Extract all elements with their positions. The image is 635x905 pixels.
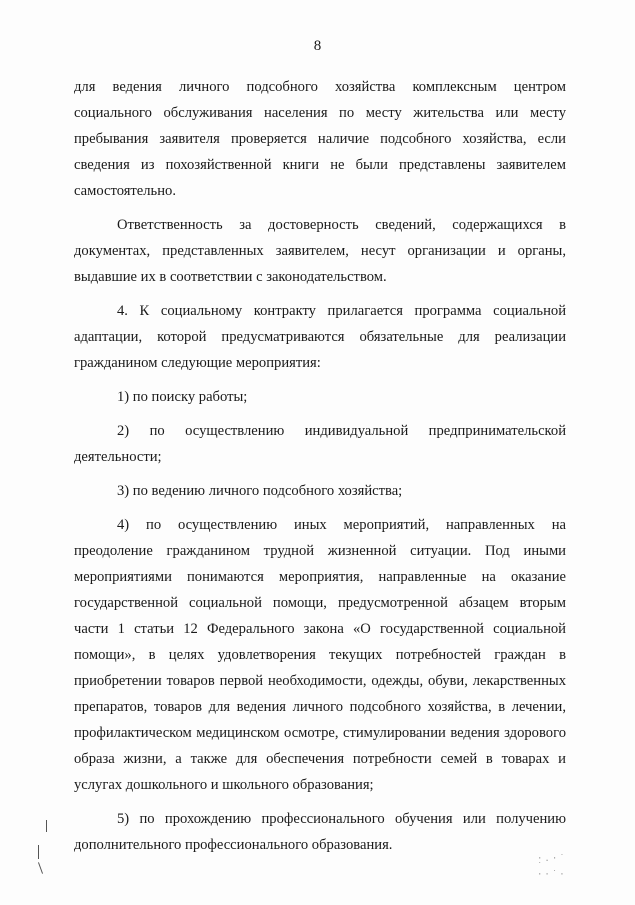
scan-mark-left-1 (46, 820, 47, 832)
scan-mark-left-2 (38, 845, 39, 859)
paragraph-responsibility: Ответственность за достоверность сведений, содержащихся в документах, представленных заявителем, несут организации и органы, выдавшие их в соответствии с законодательством. (74, 217, 566, 285)
paragraph-item-4-intro: 4. К социальному контракту прилагается программа социальной адаптации, которой предусматриваются обязательные для реализации гражданином следующие мероприятия: (74, 303, 566, 371)
list-item-5: 5) по прохождению профессионального обучения или получению дополнительного профессионального образования. (74, 811, 566, 853)
document-body (74, 74, 566, 858)
paragraph-continuation: для ведения личного подсобного хозяйства комплексным центром социального обслуживания населения по месту жительства или месту пребывания заявителя проверяется наличие подсобного хозяйства, если сведения из похозяйственной книги не были представлены заявителем самостоятельно. (74, 79, 566, 199)
scan-mark-left-3 (38, 862, 43, 874)
list-item-1: 1) по поиску работы; (117, 389, 248, 405)
list-item-3: 3) по ведению личного подсобного хозяйства; (117, 483, 403, 499)
list-item-2: 2) по осуществлению индивидуальной предпринимательской деятельности; (74, 423, 566, 465)
list-item-4: 4) по осуществлению иных мероприятий, направленных на преодоление гражданином трудной жизненной ситуации. Под иными мероприятиями понимаются мероприятия, направленные на оказание государственной социальной помощи, предусмотренной абзацем вторым части 1 статьи 12 Федерального закона «О государственной социальной помощи», в целях удовлетворения текущих потребностей граждан в приобретении товаров первой необходимости, одежды, обуви, лекарственных препаратов, товаров для ведения личного подсобного хозяйства, в лечении, профилактическом медицинском осмотре, стимулировании ведения здорового образа жизни, а также для обеспечения потребности семей в товарах и услугах дошкольного и школьного образования; (74, 517, 566, 793)
scan-specks: ·.·˙ ˙ ··˙· (537, 854, 567, 880)
page-number: 8 (313, 38, 322, 54)
